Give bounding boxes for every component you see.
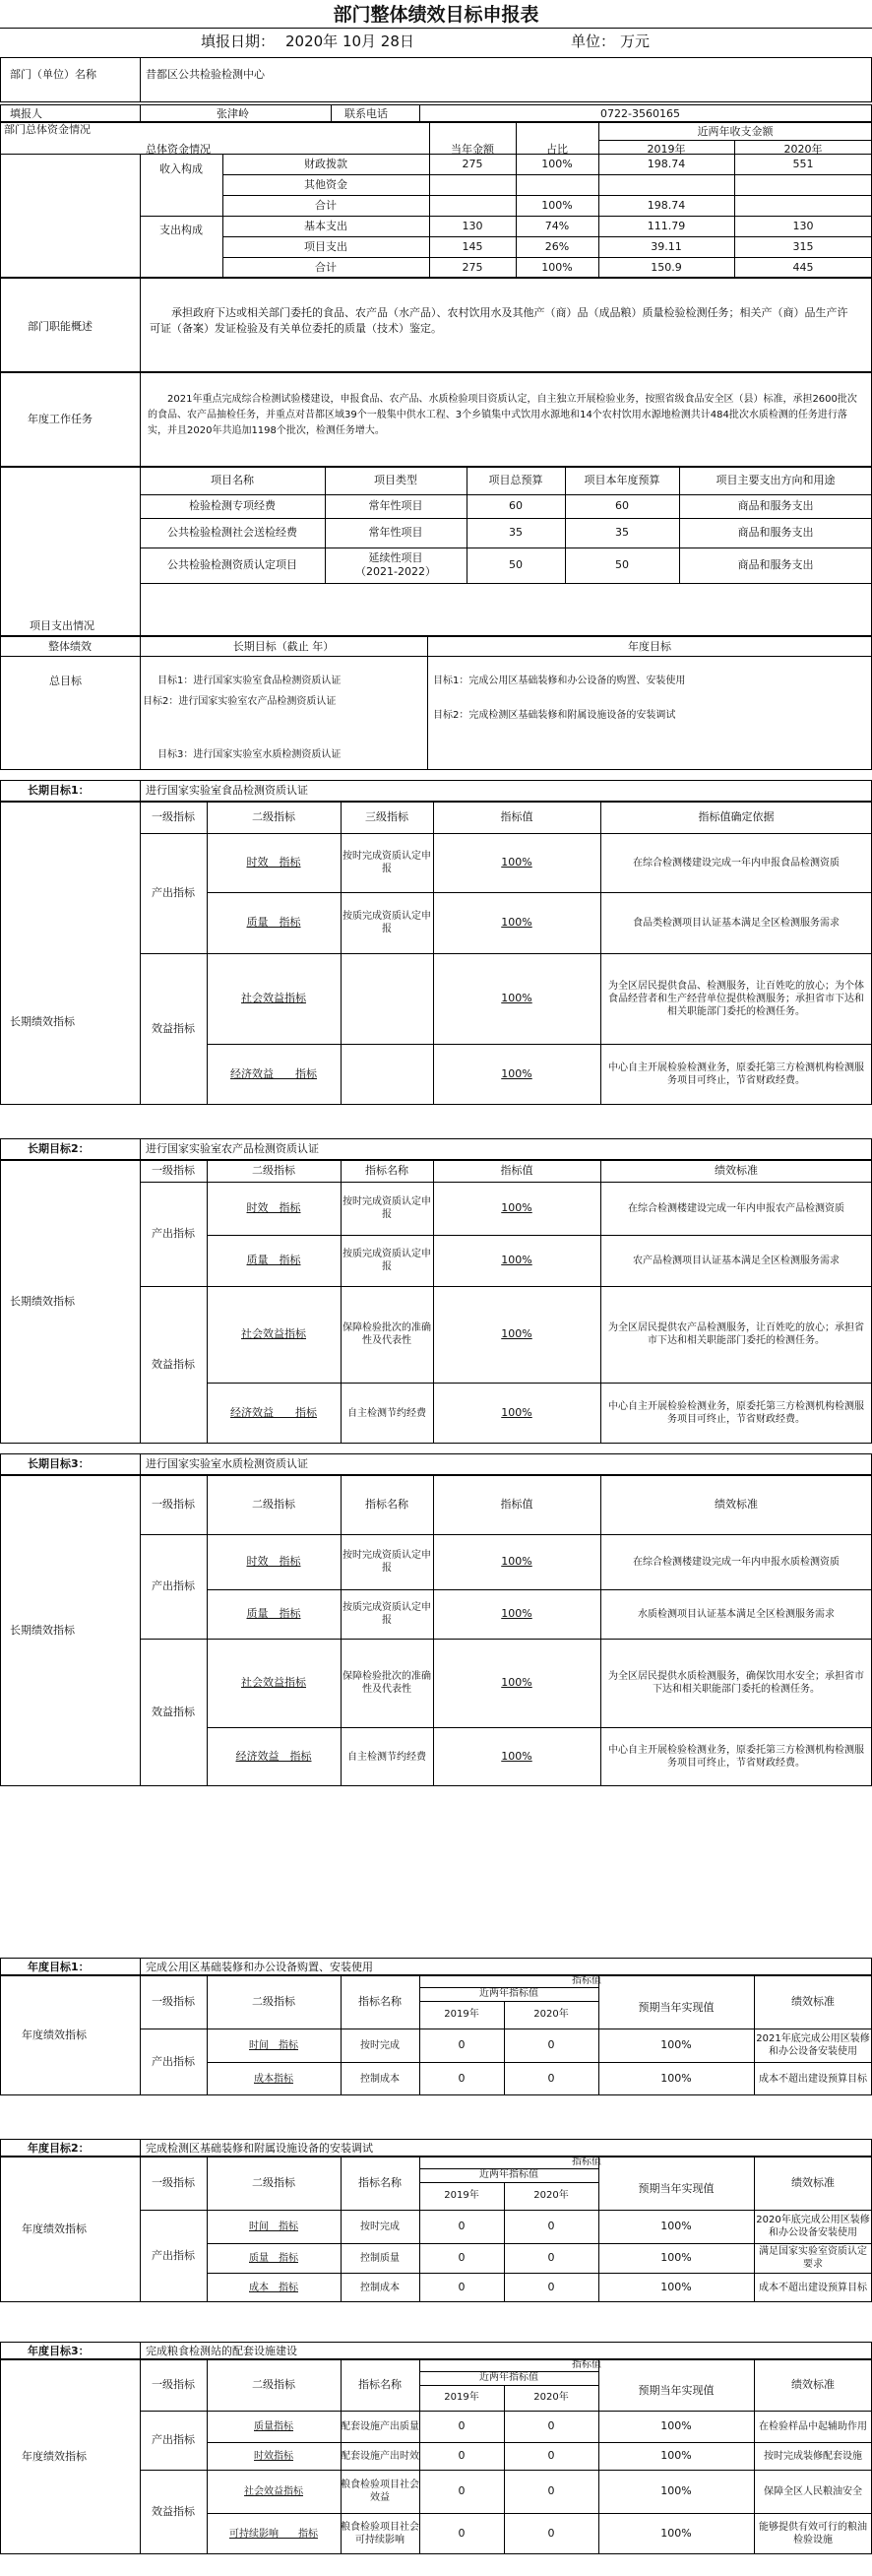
- annual-col-header-standard: 绩效标准: [791, 1995, 835, 2008]
- indicator-basis: 水质检测项目认证基本满足全区检测服务需求: [638, 1608, 835, 1620]
- indicator-value: 100%: [501, 1555, 532, 1568]
- funds-total-label: 总体资金情况: [146, 143, 211, 156]
- annual-2020-value: 0: [547, 2419, 555, 2432]
- project-col-header: 项目类型: [374, 474, 417, 486]
- annual-indicator-name: 粮食检验项目社会可持续影响: [341, 2522, 419, 2545]
- level3-indicator: 按时完成资质认定申报: [343, 1196, 431, 1220]
- annual-expected-value: 100%: [660, 2038, 692, 2051]
- annual-target-label: 年度目标3：: [28, 2345, 90, 2357]
- level3-indicator: 按质完成资质认定申报: [343, 1602, 431, 1626]
- project-year-budget: 60: [615, 499, 629, 512]
- long-target-title-row: [0, 780, 872, 802]
- annual-performance-standard: 在检验样品中起辅助作用: [759, 2420, 867, 2432]
- annual-expected-value: 100%: [660, 2220, 692, 2232]
- level3-indicator: 保障检验批次的准确性及代表性: [343, 1322, 431, 1346]
- long-target-desc: 进行国家实验室农产品检测资质认证: [146, 1142, 319, 1155]
- report-date: 2020年 10月 28日: [285, 32, 414, 50]
- long-target-col-header: 指标值: [500, 1164, 533, 1177]
- long-target-col-header: 绩效标准: [715, 1498, 758, 1511]
- expense_rows-amount: 130: [462, 219, 483, 232]
- level2-indicator: 质量 指标: [246, 1607, 301, 1620]
- long-target-col-header: 指标值确定依据: [698, 810, 775, 823]
- long-target-col-header: 指标名称: [365, 1498, 408, 1511]
- annual-indicator-name: 按时完成: [360, 2039, 400, 2051]
- level3-indicator: [341, 1044, 433, 1105]
- indicator-basis: 在综合检测楼建设完成一年内申报水质检测资质: [633, 1556, 840, 1568]
- level3-indicator: 自主检测节约经费: [347, 1751, 426, 1763]
- annual-performance-standard: 按时完成装修配套设施: [764, 2450, 862, 2462]
- long-target-label: 长期目标2：: [28, 1142, 90, 1155]
- annual-col-header-group: 指标值: [572, 2359, 601, 2370]
- annual-expected-value: 100%: [660, 2072, 692, 2085]
- col-2020-header: 2020年: [783, 143, 823, 156]
- annual-col-header-2020: 2020年: [533, 2009, 569, 2020]
- annual-indicator-name: 控制成本: [360, 2073, 400, 2085]
- income_rows-2020-value: [734, 174, 872, 195]
- long-target-side-label: 长期绩效指标: [10, 1624, 75, 1637]
- unit-value: 万元: [620, 32, 651, 50]
- long-target-col-header: 二级指标: [252, 810, 295, 823]
- annual-expected-value: 100%: [660, 2449, 692, 2462]
- expense_rows-amount: 275: [462, 260, 483, 274]
- annual-goal-item: 目标1：完成公用区基础装修和办公设备的购置、安装使用: [433, 676, 686, 686]
- long-target-col-header: 二级指标: [252, 1164, 295, 1177]
- expense_rows-item: 合计: [315, 260, 337, 274]
- indicator-value: 100%: [501, 916, 532, 929]
- project-year-budget: 35: [615, 526, 629, 539]
- annual-target-desc: 完成粮食检测站的配套设施建设: [146, 2345, 297, 2357]
- level2-indicator: 质量 指标: [246, 1254, 301, 1266]
- annual-2019-value: 0: [458, 2251, 466, 2264]
- level2-indicator: 经济效益 指标: [235, 1750, 312, 1763]
- project-name: 检验检测专项经费: [189, 499, 276, 512]
- level2-indicator: 社会效益指标: [241, 1676, 306, 1689]
- expense_rows-2020-value: 445: [792, 260, 814, 274]
- level3-indicator: 按质完成资质认定申报: [343, 911, 431, 934]
- annual-col-header-expected: 预期当年实现值: [638, 2384, 715, 2397]
- project-total-budget: 35: [509, 526, 523, 539]
- indicator-basis: 农产品检测项目认证基本满足全区检测服务需求: [633, 1255, 840, 1266]
- filler-row: [0, 104, 872, 122]
- project-year-budget: 50: [615, 558, 629, 571]
- expense_rows-ratio: 26%: [544, 239, 570, 253]
- expense_rows-2019-value: 150.9: [651, 260, 682, 274]
- income_rows-item: 合计: [315, 198, 337, 212]
- report-date-label: 填报日期：: [201, 32, 276, 50]
- project-section-label: 项目支出情况: [30, 619, 94, 632]
- project-type: 常年性项目: [368, 499, 423, 512]
- annual-performance-standard: 成本不超出建设预算目标: [759, 2073, 867, 2085]
- income_rows-item: 财政拨款: [304, 157, 347, 170]
- annual-col-header-recent: 近两年指标值: [479, 2372, 538, 2383]
- indicator-value: 100%: [501, 1750, 532, 1763]
- phone-number: 0722-3560165: [600, 107, 680, 120]
- annual-col-header-name: 指标名称: [358, 2378, 402, 2391]
- annual-2020-value: 0: [547, 2220, 555, 2232]
- annual-col-header-recent: 近两年指标值: [479, 1988, 538, 1999]
- long-term-goal-header: 长期目标（截止 年）: [232, 640, 335, 653]
- level3-indicator: [341, 953, 433, 1044]
- income_rows-2020-value: 551: [792, 157, 814, 170]
- annual-2020-value: 0: [547, 2281, 555, 2293]
- long-target-col-header: 指标名称: [365, 1164, 408, 1177]
- annual-col-header-group: 指标值: [572, 1975, 601, 1986]
- project-name: 公共检验检测社会送检经费: [167, 526, 297, 539]
- col-amount-header: 当年金额: [451, 143, 494, 156]
- annual-col-header-standard: 绩效标准: [791, 2176, 835, 2189]
- indicator-basis: 食品类检测项目认证基本满足全区检测服务需求: [633, 917, 840, 929]
- annual-2020-value: 0: [547, 2527, 555, 2540]
- expense_rows-2020-value: 130: [792, 219, 814, 232]
- level3-indicator: 按质完成资质认定申报: [343, 1249, 431, 1272]
- annual-col-header-l2: 二级指标: [252, 1995, 295, 2008]
- benefit-indicator-label: 效益指标: [152, 1022, 195, 1035]
- indicator-value: 100%: [501, 856, 532, 869]
- annual-target-desc: 完成检测区基础装修和附属设施设备的安装调试: [146, 2142, 373, 2155]
- long-target-col-header: 一级指标: [152, 1164, 195, 1177]
- annual-target-side-label: 年度绩效指标: [22, 2029, 87, 2041]
- level2-indicator: 经济效益 指标: [230, 1067, 317, 1080]
- indicator-value: 100%: [501, 1201, 532, 1214]
- annual-target-desc: 完成公用区基础装修和办公设备购置、安装使用: [146, 1961, 373, 1973]
- long-target-col-header: 指标值: [500, 810, 533, 823]
- project-col-header: 项目主要支出方向和用途: [716, 474, 836, 486]
- project-type: 常年性项目: [368, 526, 423, 539]
- income_rows-2020-value: [734, 195, 872, 216]
- expense_rows-item: 基本支出: [304, 219, 347, 232]
- project-usage: 商品和服务支出: [737, 558, 814, 571]
- col-recent-header: 近两年收支金额: [697, 125, 774, 138]
- income_rows-ratio: 100%: [541, 198, 573, 212]
- annual-expected-value: 100%: [660, 2251, 692, 2264]
- indicator-basis: 为全区居民提供食品、检测服务，让百姓吃的放心；为个体食品经营者和生产经营单位提供检测服务；承担省市下达和相关职能部门委托的检测任务。: [608, 980, 864, 1017]
- indicator-basis: 中心自主开展检验检测业务，原委托第三方检测机构检测服务项目可终止，节省财政经费。: [608, 1063, 864, 1086]
- annual-indicator-name: 配套设施产出质量: [341, 2420, 419, 2432]
- annual-target-label: 年度目标1：: [28, 1961, 90, 1973]
- long-target-desc: 进行国家实验室水质检测资质认证: [146, 1457, 308, 1470]
- annual-col-header-2020: 2020年: [533, 2190, 569, 2201]
- annual-indicator-name: 按时完成: [360, 2221, 400, 2232]
- long-target-col-header: 一级指标: [152, 810, 195, 823]
- income_rows-2019-value: 198.74: [647, 198, 686, 212]
- project-col-header: 项目本年度预算: [584, 474, 660, 486]
- level2-indicator: 社会效益指标: [241, 992, 306, 1004]
- income_rows-amount: 275: [462, 157, 483, 170]
- level2-indicator: 时效 指标: [246, 1555, 301, 1568]
- long-goal-item: 目标2：进行国家实验室农产品检测资质认证: [143, 696, 337, 707]
- annual-2020-value: 0: [547, 2038, 555, 2051]
- level2-indicator: 经济效益 指标: [230, 1406, 317, 1419]
- level3-indicator: 自主检测节约经费: [347, 1407, 426, 1419]
- annual-col-header-name: 指标名称: [358, 1995, 402, 2008]
- long-target-col-header: 指标值: [500, 1498, 533, 1511]
- income_rows-ratio: 100%: [541, 157, 573, 170]
- level3-indicator: 按时完成资质认定申报: [343, 851, 431, 874]
- annual-expected-value: 100%: [660, 2281, 692, 2293]
- annual-col-header-l2: 二级指标: [252, 2378, 295, 2391]
- long-goal-item: 目标3：进行国家实验室水质检测资质认证: [157, 749, 342, 760]
- annual-performance-standard: 保障全区人民粮油安全: [764, 2485, 862, 2497]
- annual-col-header-l2: 二级指标: [252, 2176, 295, 2189]
- expense_rows-2019-value: 39.11: [651, 239, 682, 253]
- dept-name: 昔都区公共检验检测中心: [146, 68, 265, 81]
- annual-target-label: 年度目标2：: [28, 2142, 90, 2155]
- annual-col-header-2020: 2020年: [533, 2392, 569, 2403]
- indicator-value: 100%: [501, 992, 532, 1004]
- indicator-value: 100%: [501, 1406, 532, 1419]
- annual-2019-value: 0: [458, 2038, 466, 2051]
- annual-group-label: 产出指标: [152, 2055, 195, 2068]
- expense_rows-item: 项目支出: [304, 239, 347, 253]
- long-target-desc: 进行国家实验室食品检测资质认证: [146, 784, 308, 797]
- annual-2019-value: 0: [458, 2220, 466, 2232]
- project-total-budget: 50: [509, 558, 523, 571]
- col-ratio-header: 占比: [546, 143, 568, 156]
- output-indicator-label: 产出指标: [152, 1579, 195, 1592]
- project-col-header: 项目总预算: [488, 474, 543, 486]
- output-indicator-label: 产出指标: [152, 886, 195, 899]
- annual-expected-value: 100%: [660, 2419, 692, 2432]
- expense_rows-ratio: 74%: [544, 219, 570, 232]
- annual-level2-indicator: 成本 指标: [249, 2282, 298, 2293]
- annual-col-header-2019: 2019年: [444, 2392, 479, 2403]
- annual-2020-value: 0: [547, 2484, 555, 2497]
- income_rows-amount: [429, 195, 516, 216]
- annual-col-header-expected: 预期当年实现值: [638, 2001, 715, 2014]
- long-target-title-row: [0, 1453, 872, 1475]
- income_rows-amount: [429, 174, 516, 195]
- project-usage: 商品和服务支出: [737, 499, 814, 512]
- annual-task-label: 年度工作任务: [28, 413, 93, 425]
- annual-target-side-label: 年度绩效指标: [22, 2222, 87, 2235]
- annual-target-side-label: 年度绩效指标: [22, 2450, 87, 2463]
- page-title: 部门整体绩效目标申报表: [333, 4, 539, 26]
- expense_rows-amount: 145: [462, 239, 483, 253]
- annual-2020-value: 0: [547, 2251, 555, 2264]
- annual-group-label: 产出指标: [152, 2249, 195, 2262]
- long-target-title-row: [0, 1138, 872, 1160]
- level2-indicator: 社会效益指标: [241, 1327, 306, 1340]
- annual-col-header-expected: 预期当年实现值: [638, 2182, 715, 2195]
- annual-target-title-row: [0, 2342, 872, 2359]
- income-label: 收入构成: [159, 162, 203, 175]
- project-total-budget: 60: [509, 499, 523, 512]
- col-2019-header: 2019年: [647, 143, 686, 156]
- annual-level2-indicator: 社会效益指标: [244, 2485, 303, 2497]
- project-type: 延续性项目 （2021-2022）: [355, 551, 436, 578]
- annual-task-text: 2021年重点完成综合检测试验楼建设，申报食品、农产品、水质检验项目资质认定，自主独立开展检验业务，按照省级食品安全区（县）标准，承担2600批次的食品、农产品抽检任务，并重点对昔都区域39个一般集中供水工程、3个乡镇集中式饮用水源地和14个农村饮用水源地检测共计484批次水质检测的任务进行落实，并且2020年共追加1198个批次，检测任务增大。: [148, 394, 857, 436]
- annual-2019-value: 0: [458, 2281, 466, 2293]
- income_rows-ratio: [516, 174, 598, 195]
- benefit-indicator-label: 效益指标: [152, 1706, 195, 1718]
- indicator-value: 100%: [501, 1676, 532, 1689]
- annual-target-title-row: [0, 2139, 872, 2157]
- funds-section-label: 部门总体资金情况: [4, 123, 91, 136]
- annual-performance-standard: 2021年底完成公用区装修和办公设备安装使用: [756, 2033, 870, 2057]
- annual-level2-indicator: 成本指标: [254, 2073, 293, 2085]
- annual-group-label: 效益指标: [152, 2505, 195, 2518]
- indicator-basis: 在综合检测楼建设完成一年内申报农产品检测资质: [628, 1202, 844, 1214]
- annual-2019-value: 0: [458, 2484, 466, 2497]
- long-target-side-label: 长期绩效指标: [10, 1015, 75, 1028]
- annual-indicator-name: 控制质量: [360, 2252, 400, 2264]
- expense-label: 支出构成: [159, 224, 203, 236]
- project-col-header: 项目名称: [211, 474, 254, 486]
- overall-performance-label: 整体绩效: [48, 640, 92, 653]
- annual-col-header-l1: 一级指标: [152, 1995, 195, 2008]
- annual-col-header-recent: 近两年指标值: [479, 2169, 538, 2180]
- project-usage: 商品和服务支出: [737, 526, 814, 539]
- duties-text: 承担政府下达或相关部门委托的食品、农产品（水产品）、农村饮用水及其他产（商）品（成品粮）质量检验检测任务；相关产（商）品生产许可证（备案）发证检验及有关单位委托的质量（技术）鉴定。: [150, 306, 848, 335]
- expense_rows-2019-value: 111.79: [647, 219, 686, 232]
- annual-performance-standard: 满足国家实验室资质认定要求: [759, 2246, 867, 2270]
- income_rows-2019-value: [598, 174, 734, 195]
- indicator-basis: 为全区居民提供水质检测服务，确保饮用水安全；承担省市下达和相关职能部门委托的检测任务。: [608, 1671, 864, 1695]
- long-target-col-header: 绩效标准: [715, 1164, 758, 1177]
- expense_rows-2020-value: 315: [792, 239, 814, 253]
- duties-label: 部门职能概述: [28, 320, 93, 333]
- annual-indicator-name: 控制成本: [360, 2282, 400, 2293]
- annual-level2-indicator: 时效指标: [254, 2450, 293, 2462]
- benefit-indicator-label: 效益指标: [152, 1358, 195, 1371]
- annual-performance-standard: 2020年底完成公用区装修和办公设备安装使用: [756, 2215, 870, 2238]
- level2-indicator: 质量 指标: [246, 916, 301, 929]
- annual-2019-value: 0: [458, 2527, 466, 2540]
- annual-goal-header: 年度目标: [628, 640, 671, 653]
- annual-2019-value: 0: [458, 2449, 466, 2462]
- annual-indicator-name: 配套设施产出时效: [341, 2450, 419, 2462]
- annual-col-header-standard: 绩效标准: [791, 2378, 835, 2391]
- indicator-basis: 中心自主开展检验检测业务，原委托第三方检测机构检测服务项目可终止，节省财政经费。: [608, 1401, 864, 1425]
- annual-2019-value: 0: [458, 2419, 466, 2432]
- dept-name-label: 部门（单位）名称: [10, 68, 96, 81]
- total-goal-label: 总目标: [49, 675, 82, 687]
- annual-goal-item: 目标2：完成检测区基础装修和附属设施设备的安装调试: [433, 710, 676, 721]
- expense_rows-ratio: 100%: [541, 260, 573, 274]
- indicator-basis: 在综合检测楼建设完成一年内申报食品检测资质: [633, 857, 840, 869]
- annual-2020-value: 0: [547, 2449, 555, 2462]
- annual-level2-indicator: 时间 指标: [249, 2039, 298, 2051]
- unit-label: 单位：: [571, 32, 616, 50]
- output-indicator-label: 产出指标: [152, 1227, 195, 1240]
- indicator-value: 100%: [501, 1607, 532, 1620]
- income_rows-2019-value: 198.74: [647, 157, 686, 170]
- annual-target-title-row: [0, 1958, 872, 1975]
- annual-col-header-2019: 2019年: [444, 2190, 479, 2201]
- annual-performance-standard: 成本不超出建设预算目标: [759, 2282, 867, 2293]
- level3-indicator: 按时完成资质认定申报: [343, 1550, 431, 1574]
- indicator-value: 100%: [501, 1067, 532, 1080]
- long-target-col-header: 一级指标: [152, 1498, 195, 1511]
- annual-col-header-group: 指标值: [572, 2157, 601, 2167]
- long-target-label: 长期目标1：: [28, 784, 90, 797]
- long-target-side-label: 长期绩效指标: [10, 1295, 75, 1308]
- dept-name-block: [0, 57, 872, 102]
- level3-indicator: 保障检验批次的准确性及代表性: [343, 1671, 431, 1695]
- annual-col-header-name: 指标名称: [358, 2176, 402, 2189]
- income_rows-item: 其他资金: [304, 177, 347, 191]
- annual-level2-indicator: 质量 指标: [249, 2252, 298, 2264]
- filler-label: 填报人: [10, 107, 42, 120]
- annual-performance-standard: 能够提供有效可行的粮油检验设施: [759, 2522, 867, 2545]
- long-goal-item: 目标1：进行国家实验室食品检测资质认证: [157, 676, 342, 686]
- annual-group-label: 产出指标: [152, 2433, 195, 2446]
- indicator-value: 100%: [501, 1254, 532, 1266]
- long-target-label: 长期目标3：: [28, 1457, 90, 1470]
- indicator-basis: 中心自主开展检验检测业务，原委托第三方检测机构检测服务项目可终止，节省财政经费。: [608, 1745, 864, 1769]
- annual-2019-value: 0: [458, 2072, 466, 2085]
- annual-indicator-name: 粮食检验项目社会效益: [341, 2479, 419, 2503]
- phone-label: 联系电话: [344, 107, 388, 120]
- annual-col-header-l1: 一级指标: [152, 2378, 195, 2391]
- level2-indicator: 时效 指标: [246, 856, 301, 869]
- filler-name: 张津岭: [217, 107, 249, 120]
- long-target-col-header: 三级指标: [365, 810, 408, 823]
- level2-indicator: 时效 指标: [246, 1201, 301, 1214]
- annual-2020-value: 0: [547, 2072, 555, 2085]
- annual-col-header-l1: 一级指标: [152, 2176, 195, 2189]
- annual-expected-value: 100%: [660, 2527, 692, 2540]
- indicator-basis: 为全区居民提供农产品检测服务，让百姓吃的放心；承担省市下达和相关职能部门委托的检测任务。: [608, 1322, 864, 1346]
- annual-col-header-2019: 2019年: [444, 2009, 479, 2020]
- long-target-col-header: 二级指标: [252, 1498, 295, 1511]
- indicator-value: 100%: [501, 1327, 532, 1340]
- annual-level2-indicator: 可持续影响 指标: [229, 2528, 318, 2540]
- annual-level2-indicator: 质量指标: [254, 2420, 293, 2432]
- annual-expected-value: 100%: [660, 2484, 692, 2497]
- project-name: 公共检验检测资质认定项目: [167, 558, 297, 571]
- annual-level2-indicator: 时间 指标: [249, 2221, 298, 2232]
